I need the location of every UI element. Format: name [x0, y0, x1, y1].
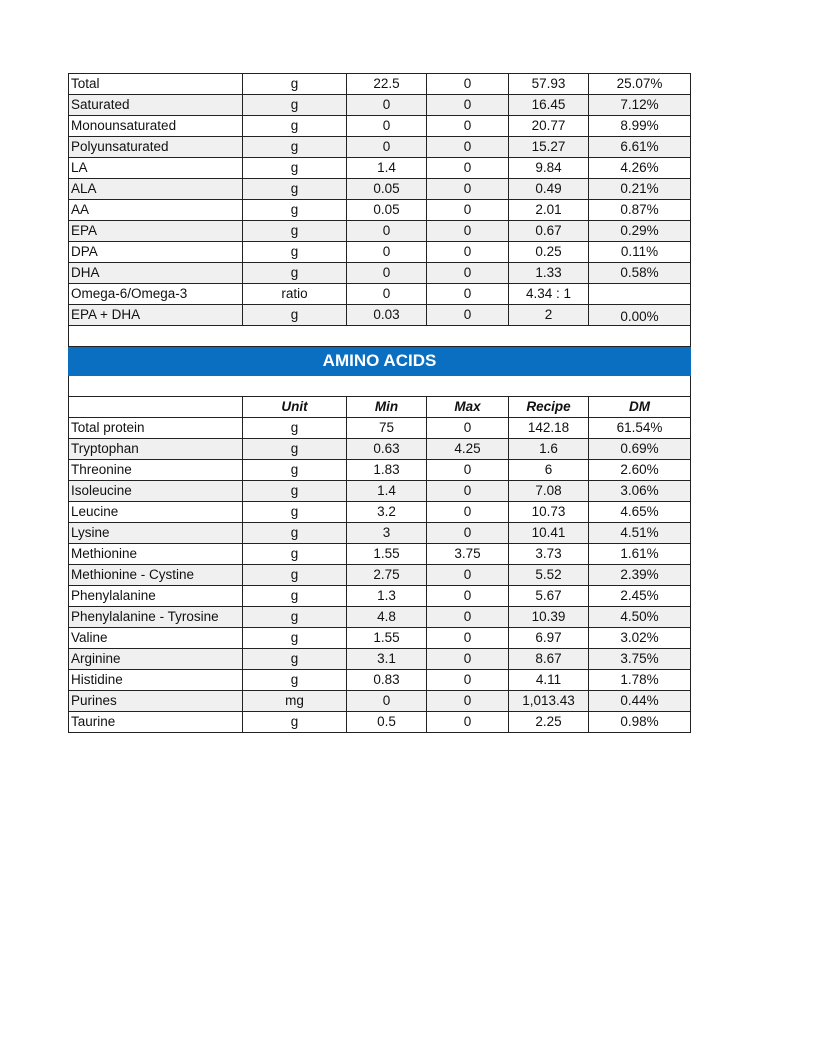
- dm-cell: 0.69%: [589, 439, 691, 460]
- unit-cell: g: [243, 712, 347, 733]
- dm-cell: 4.65%: [589, 502, 691, 523]
- min-cell: 0.5: [347, 712, 427, 733]
- nutrient-name: Tryptophan: [69, 439, 243, 460]
- max-cell: 0: [427, 200, 509, 221]
- unit-cell: ratio: [243, 284, 347, 305]
- dm-cell: 0.98%: [589, 712, 691, 733]
- recipe-cell: 5.67: [509, 586, 589, 607]
- dm-cell: 0.29%: [589, 221, 691, 242]
- recipe-cell: 0.67: [509, 221, 589, 242]
- recipe-cell: 142.18: [509, 418, 589, 439]
- dm-cell: 2.60%: [589, 460, 691, 481]
- nutrient-name: Methionine: [69, 544, 243, 565]
- recipe-cell: 4.11: [509, 670, 589, 691]
- unit-cell: g: [243, 263, 347, 284]
- min-cell: 0.63: [347, 439, 427, 460]
- header-cell-unit: Unit: [243, 397, 347, 418]
- nutrient-name: DHA: [69, 263, 243, 284]
- dm-cell: 2.39%: [589, 565, 691, 586]
- unit-cell: g: [243, 586, 347, 607]
- min-cell: 1.4: [347, 158, 427, 179]
- max-cell: 0: [427, 242, 509, 263]
- max-cell: 0: [427, 481, 509, 502]
- table-row: [69, 200, 691, 221]
- table-row: [69, 179, 691, 200]
- nutrient-name: Purines: [69, 691, 243, 712]
- nutrient-name: ALA: [69, 179, 243, 200]
- max-cell: 0: [427, 460, 509, 481]
- max-cell: 0: [427, 523, 509, 544]
- dm-cell: 25.07%: [589, 74, 691, 95]
- max-cell: 3.75: [427, 544, 509, 565]
- fat-section: [69, 74, 691, 326]
- unit-cell: g: [243, 460, 347, 481]
- recipe-cell: 10.41: [509, 523, 589, 544]
- nutrient-name: Threonine: [69, 460, 243, 481]
- max-cell: 0: [427, 502, 509, 523]
- unit-cell: g: [243, 137, 347, 158]
- recipe-cell: 8.67: [509, 649, 589, 670]
- max-cell: 0: [427, 607, 509, 628]
- table-row: [69, 649, 691, 670]
- max-cell: 0: [427, 95, 509, 116]
- unit-cell: g: [243, 200, 347, 221]
- unit-cell: g: [243, 418, 347, 439]
- unit-cell: g: [243, 523, 347, 544]
- max-cell: 0: [427, 628, 509, 649]
- unit-cell: g: [243, 179, 347, 200]
- header-cell-recipe: Recipe: [509, 397, 589, 418]
- dm-cell: 4.26%: [589, 158, 691, 179]
- nutrient-name: AA: [69, 200, 243, 221]
- table-row: [69, 284, 691, 305]
- unit-cell: g: [243, 95, 347, 116]
- dm-cell: 0.87%: [589, 200, 691, 221]
- max-cell: 0: [427, 305, 509, 326]
- recipe-cell: 16.45: [509, 95, 589, 116]
- max-cell: 0: [427, 158, 509, 179]
- unit-cell: g: [243, 116, 347, 137]
- min-cell: 0: [347, 221, 427, 242]
- unit-cell: g: [243, 439, 347, 460]
- table-row: [69, 418, 691, 439]
- table-row: [69, 137, 691, 158]
- table-row: [69, 628, 691, 649]
- table-row: [69, 263, 691, 284]
- nutrient-table: [68, 73, 691, 733]
- unit-cell: g: [243, 607, 347, 628]
- min-cell: 0: [347, 284, 427, 305]
- recipe-cell: 2: [509, 305, 589, 326]
- dm-cell: 0.00%: [589, 305, 691, 326]
- recipe-cell: 5.52: [509, 565, 589, 586]
- nutrient-name: Total protein: [69, 418, 243, 439]
- amino-rows: [69, 418, 691, 733]
- dm-cell: 0.58%: [589, 263, 691, 284]
- nutrient-name: Lysine: [69, 523, 243, 544]
- unit-cell: g: [243, 502, 347, 523]
- dm-cell: 4.50%: [589, 607, 691, 628]
- dm-cell: 3.02%: [589, 628, 691, 649]
- unit-cell: g: [243, 221, 347, 242]
- max-cell: 0: [427, 418, 509, 439]
- table-row: [69, 523, 691, 544]
- dm-cell: [589, 284, 691, 305]
- dm-cell: 8.99%: [589, 116, 691, 137]
- recipe-cell: 9.84: [509, 158, 589, 179]
- recipe-cell: 57.93: [509, 74, 589, 95]
- section-banner: [69, 347, 691, 376]
- min-cell: 2.75: [347, 565, 427, 586]
- recipe-cell: 4.34 : 1: [509, 284, 589, 305]
- min-cell: 0.83: [347, 670, 427, 691]
- unit-cell: g: [243, 305, 347, 326]
- max-cell: 4.25: [427, 439, 509, 460]
- table-row: [69, 565, 691, 586]
- min-cell: 4.8: [347, 607, 427, 628]
- min-cell: 75: [347, 418, 427, 439]
- unit-cell: g: [243, 481, 347, 502]
- recipe-cell: 2.01: [509, 200, 589, 221]
- table-row: [69, 712, 691, 733]
- recipe-cell: 0.49: [509, 179, 589, 200]
- recipe-cell: 10.39: [509, 607, 589, 628]
- nutrient-name: Leucine: [69, 502, 243, 523]
- table-row: [69, 607, 691, 628]
- max-cell: 0: [427, 691, 509, 712]
- table-row: [69, 670, 691, 691]
- nutrient-name: EPA + DHA: [69, 305, 243, 326]
- nutrient-name: Histidine: [69, 670, 243, 691]
- min-cell: 3: [347, 523, 427, 544]
- table-row: [69, 586, 691, 607]
- unit-cell: g: [243, 565, 347, 586]
- spacer-row: [69, 326, 691, 347]
- nutrient-name: Total: [69, 74, 243, 95]
- dm-cell: 0.44%: [589, 691, 691, 712]
- max-cell: 0: [427, 649, 509, 670]
- max-cell: 0: [427, 221, 509, 242]
- min-cell: 22.5: [347, 74, 427, 95]
- min-cell: 1.55: [347, 628, 427, 649]
- recipe-cell: 3.73: [509, 544, 589, 565]
- unit-cell: mg: [243, 691, 347, 712]
- min-cell: 1.4: [347, 481, 427, 502]
- max-cell: 0: [427, 137, 509, 158]
- column-header-row: [69, 397, 691, 418]
- recipe-cell: 1.33: [509, 263, 589, 284]
- dm-cell: 4.51%: [589, 523, 691, 544]
- max-cell: 0: [427, 263, 509, 284]
- unit-cell: g: [243, 242, 347, 263]
- min-cell: 0.05: [347, 179, 427, 200]
- nutrient-name: Polyunsaturated: [69, 137, 243, 158]
- table-row: [69, 116, 691, 137]
- dm-cell: 2.45%: [589, 586, 691, 607]
- recipe-cell: 15.27: [509, 137, 589, 158]
- nutrient-name: Isoleucine: [69, 481, 243, 502]
- dm-cell: 0.11%: [589, 242, 691, 263]
- min-cell: 3.1: [347, 649, 427, 670]
- table-row: [69, 221, 691, 242]
- min-cell: 0.05: [347, 200, 427, 221]
- amino-section: [69, 326, 691, 418]
- min-cell: 0.03: [347, 305, 427, 326]
- unit-cell: g: [243, 649, 347, 670]
- min-cell: 0: [347, 137, 427, 158]
- recipe-cell: 1.6: [509, 439, 589, 460]
- nutrient-name: DPA: [69, 242, 243, 263]
- nutrient-name: Methionine - Cystine: [69, 565, 243, 586]
- spacer-row: [69, 376, 691, 397]
- max-cell: 0: [427, 565, 509, 586]
- recipe-cell: 2.25: [509, 712, 589, 733]
- min-cell: 0: [347, 263, 427, 284]
- recipe-cell: 10.73: [509, 502, 589, 523]
- table-row: [69, 74, 691, 95]
- dm-cell: 7.12%: [589, 95, 691, 116]
- recipe-cell: 6: [509, 460, 589, 481]
- header-cell-min: Min: [347, 397, 427, 418]
- nutrient-name: Saturated: [69, 95, 243, 116]
- table-row: [69, 158, 691, 179]
- dm-cell: 0.21%: [589, 179, 691, 200]
- header-cell: [69, 397, 243, 418]
- max-cell: 0: [427, 670, 509, 691]
- dm-cell: 1.78%: [589, 670, 691, 691]
- recipe-cell: 0.25: [509, 242, 589, 263]
- table-row: [69, 502, 691, 523]
- recipe-cell: 7.08: [509, 481, 589, 502]
- unit-cell: g: [243, 544, 347, 565]
- dm-cell: 1.61%: [589, 544, 691, 565]
- dm-cell: 6.61%: [589, 137, 691, 158]
- nutrient-name: Valine: [69, 628, 243, 649]
- table-row: [69, 544, 691, 565]
- nutrient-name: Phenylalanine - Tyrosine: [69, 607, 243, 628]
- table-row: [69, 95, 691, 116]
- section-title: AMINO ACIDS: [69, 347, 691, 376]
- min-cell: 1.83: [347, 460, 427, 481]
- header-cell-dm: DM: [589, 397, 691, 418]
- table-row: [69, 242, 691, 263]
- unit-cell: g: [243, 628, 347, 649]
- recipe-cell: 1,013.43: [509, 691, 589, 712]
- table-row: [69, 439, 691, 460]
- nutrient-name: Phenylalanine: [69, 586, 243, 607]
- unit-cell: g: [243, 74, 347, 95]
- nutrient-name: EPA: [69, 221, 243, 242]
- recipe-cell: 6.97: [509, 628, 589, 649]
- unit-cell: g: [243, 158, 347, 179]
- table-row: [69, 691, 691, 712]
- header-cell-max: Max: [427, 397, 509, 418]
- table-row: [69, 481, 691, 502]
- nutrient-name: Arginine: [69, 649, 243, 670]
- max-cell: 0: [427, 74, 509, 95]
- nutrient-name: Taurine: [69, 712, 243, 733]
- table-row: [69, 305, 691, 326]
- min-cell: 0: [347, 242, 427, 263]
- table-row: [69, 460, 691, 481]
- max-cell: 0: [427, 712, 509, 733]
- min-cell: 1.55: [347, 544, 427, 565]
- max-cell: 0: [427, 586, 509, 607]
- nutrient-name: LA: [69, 158, 243, 179]
- nutrient-name: Omega-6/Omega-3: [69, 284, 243, 305]
- dm-cell: 3.75%: [589, 649, 691, 670]
- min-cell: 0: [347, 95, 427, 116]
- min-cell: 1.3: [347, 586, 427, 607]
- max-cell: 0: [427, 284, 509, 305]
- max-cell: 0: [427, 116, 509, 137]
- max-cell: 0: [427, 179, 509, 200]
- min-cell: 0: [347, 116, 427, 137]
- recipe-cell: 20.77: [509, 116, 589, 137]
- dm-cell: 3.06%: [589, 481, 691, 502]
- min-cell: 3.2: [347, 502, 427, 523]
- nutrient-name: Monounsaturated: [69, 116, 243, 137]
- min-cell: 0: [347, 691, 427, 712]
- unit-cell: g: [243, 670, 347, 691]
- dm-cell: 61.54%: [589, 418, 691, 439]
